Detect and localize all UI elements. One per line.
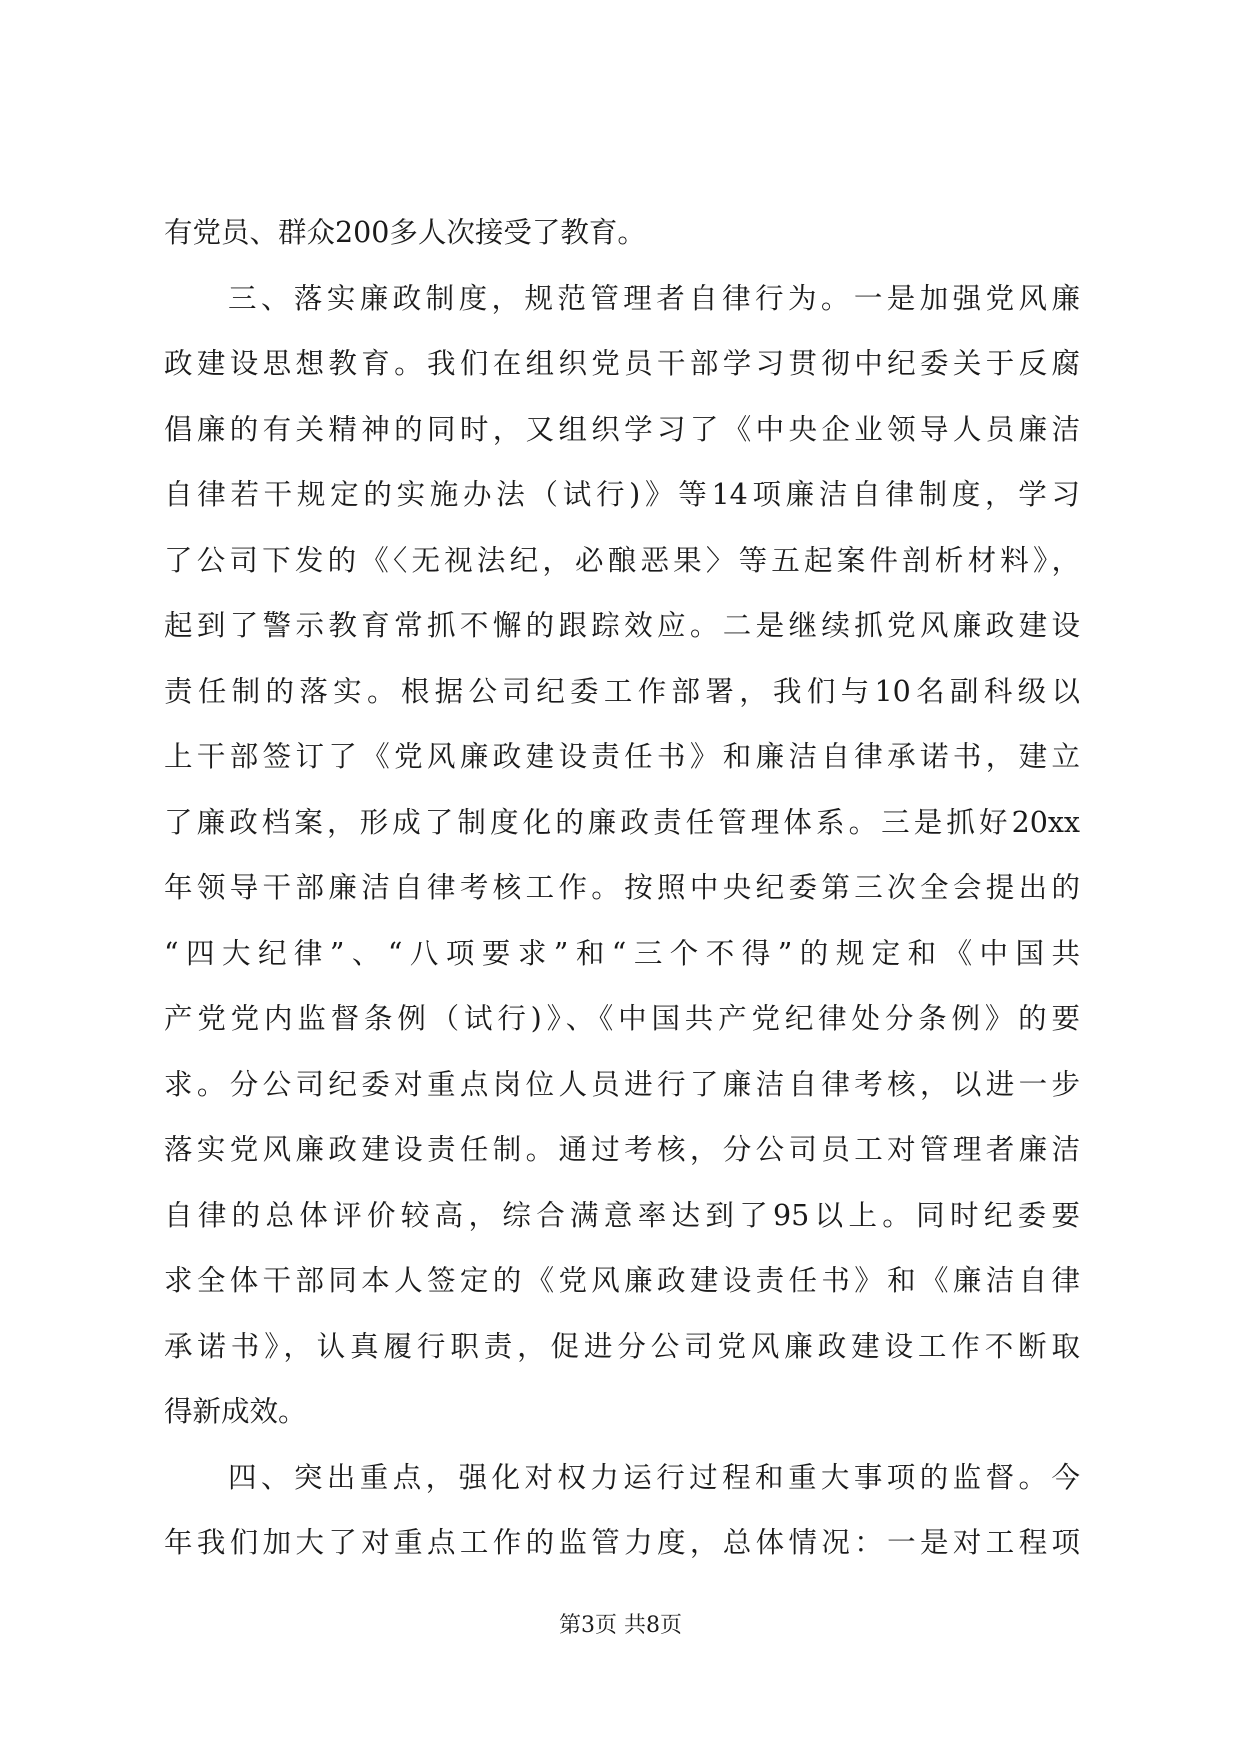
- text-line: 年我们加大了对重点工作的监管力度，总体情况：一是对工程项: [164, 1526, 1080, 1559]
- text-line: 求全体干部同本人签定的《党风廉政建设责任书》和《廉洁自律: [164, 1264, 1080, 1297]
- text-line: 起到了警示教育常抓不懈的跟踪效应。二是继续抓党风廉政建设: [164, 609, 1080, 642]
- paragraph-heading-line: 四、突出重点，强化对权力运行过程和重大事项的监督。今: [228, 1460, 1080, 1494]
- text-line: 自律若干规定的实施办法（试行)》等14项廉洁自律制度，学习: [164, 478, 1080, 511]
- text-line: 倡廉的有关精神的同时，又组织学习了《中央企业领导人员廉洁: [164, 412, 1080, 446]
- text-line: 年领导干部廉洁自律考核工作。按照中央纪委第三次全会提出的: [164, 871, 1080, 904]
- text-line: 产党党内监督条例（试行)》、《中国共产党纪律处分条例》的要: [164, 1002, 1080, 1035]
- text-line: 有党员、群众200多人次接受了教育。: [164, 216, 646, 249]
- text-line: 了公司下发的《〈无视法纪，必酿恶果〉等五起案件剖析材料》，: [164, 543, 1080, 577]
- text-line: 承诺书》，认真履行职责，促进分公司党风廉政建设工作不断取: [164, 1329, 1080, 1363]
- page-number-footer: 第3页 共8页: [559, 1613, 682, 1638]
- text-line: 求。分公司纪委对重点岗位人员进行了廉洁自律考核，以进一步: [164, 1067, 1080, 1101]
- text-line: 政建设思想教育。我们在组织党员干部学习贯彻中纪委关于反腐: [164, 347, 1080, 380]
- paragraph-heading-line: 三、落实廉政制度，规范管理者自律行为。一是加强党风廉: [228, 281, 1080, 315]
- document-body: [164, 200, 1080, 1576]
- text-line: “四大纪律”、“八项要求”和“三个不得”的规定和《中国共: [164, 936, 1080, 970]
- text-line: 上干部签订了《党风廉政建设责任书》和廉洁自律承诺书，建立: [164, 740, 1080, 773]
- text-line: 自律的总体评价较高，综合满意率达到了95以上。同时纪委要: [164, 1198, 1080, 1232]
- text-line: 落实党风廉政建设责任制。通过考核，分公司员工对管理者廉洁: [164, 1133, 1080, 1166]
- text-line: 了廉政档案，形成了制度化的廉政责任管理体系。三是抓好20xx: [164, 805, 1080, 839]
- text-line: 得新成效。: [164, 1395, 307, 1428]
- text-line: 责任制的落实。根据公司纪委工作部署，我们与10名副科级以: [164, 674, 1080, 708]
